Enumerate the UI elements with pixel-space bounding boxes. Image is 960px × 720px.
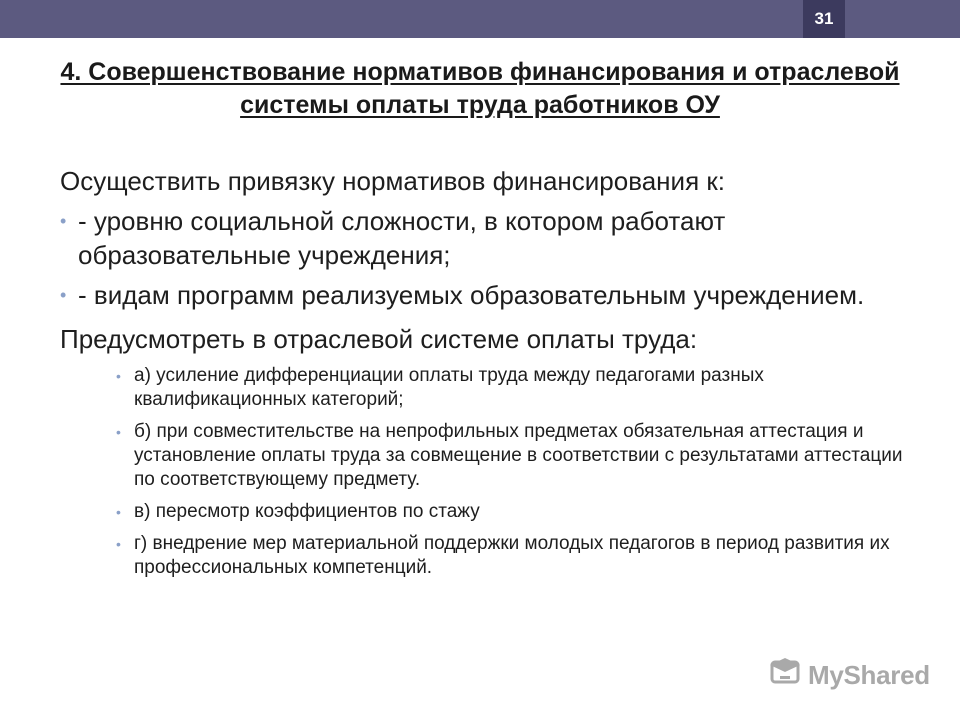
lead-paragraph-1: Осуществить привязку нормативов финансирования к: (60, 166, 725, 196)
bullet-list-level-2 (60, 364, 910, 580)
slide-body (60, 164, 910, 580)
list-item-text: г) внедрение мер материальной поддержки молодых педагогов в период развития их профессиональных компетенций. (134, 533, 890, 578)
list-item-text: - видам программ реализуемых образовательным учреждением. (78, 280, 865, 310)
bullet-icon: • (116, 368, 121, 384)
list-item (60, 278, 910, 312)
list-item (116, 500, 910, 524)
bullet-list-level-1 (60, 204, 910, 312)
list-item-text: в) пересмотр коэффициентов по стажу (134, 501, 480, 522)
mortarboard-icon (768, 656, 802, 695)
watermark (768, 656, 930, 694)
list-item (116, 364, 910, 412)
list-item (116, 420, 910, 492)
list-item-text: б) при совместительстве на непрофильных предметах обязательная аттестация и установление оплаты труда за совмещение в соответствии с результатами аттестации по соответствующему предмету. (134, 421, 903, 490)
list-item-text: а) усиление дифференциации оплаты труда между педагогами разных квалификационных категорий; (134, 365, 764, 410)
bullet-icon: • (60, 211, 67, 231)
slide-title (60, 56, 900, 122)
slide-title-text: 4. Совершенствование нормативов финансирования и отраслевой системы оплаты труда работников ОУ (60, 58, 900, 119)
list-item-text: - уровню социальной сложности, в котором работают образовательные учреждения; (78, 206, 726, 270)
bullet-icon: • (116, 504, 121, 520)
bullet-icon: • (116, 424, 121, 440)
watermark-text: MyShared (808, 659, 930, 690)
bullet-icon: • (60, 285, 67, 305)
list-item (116, 532, 910, 580)
bullet-icon: • (116, 536, 121, 552)
list-item (60, 204, 910, 272)
slide-number: 31 (803, 0, 845, 38)
lead-paragraph-2: Предусмотреть в отраслевой системе оплаты труда: (60, 324, 698, 354)
